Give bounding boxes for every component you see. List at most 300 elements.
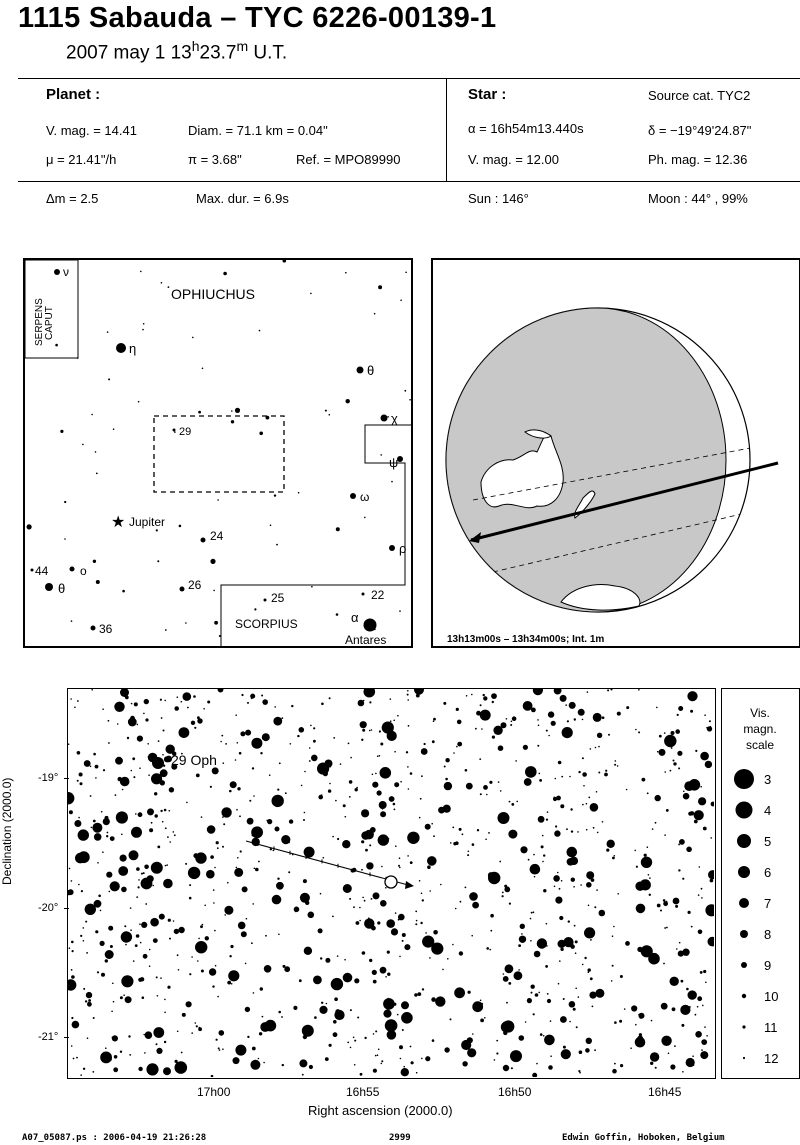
background-star xyxy=(131,703,133,705)
background-star xyxy=(520,846,527,853)
background-star xyxy=(397,1014,399,1016)
background-star xyxy=(161,282,163,284)
globe-view xyxy=(433,260,799,646)
background-star xyxy=(239,815,241,817)
background-star xyxy=(160,769,168,777)
background-star xyxy=(498,745,504,751)
background-star xyxy=(107,331,109,333)
background-star xyxy=(177,954,179,956)
background-star xyxy=(266,416,270,420)
background-star xyxy=(401,1068,409,1076)
background-star xyxy=(254,868,256,870)
background-star xyxy=(145,718,148,721)
background-star xyxy=(167,836,169,838)
background-star xyxy=(598,772,600,774)
background-star xyxy=(174,929,179,934)
background-star xyxy=(568,920,570,922)
background-star xyxy=(405,272,407,274)
background-star xyxy=(202,368,204,370)
detail-star-chart xyxy=(68,689,714,1077)
background-star xyxy=(419,817,421,819)
background-star xyxy=(169,841,171,843)
background-star xyxy=(560,1016,567,1023)
background-star xyxy=(650,1052,659,1061)
background-star xyxy=(372,774,374,776)
y-tick-19: -19° xyxy=(38,772,59,784)
background-star xyxy=(354,1040,356,1042)
magnitude-drop: Δm = 2.5 xyxy=(46,191,99,206)
background-star xyxy=(614,764,616,766)
label-nu: ν xyxy=(63,265,69,279)
background-star xyxy=(584,957,586,959)
background-star xyxy=(162,754,164,756)
background-star xyxy=(354,978,359,983)
background-star xyxy=(467,854,469,856)
background-star xyxy=(385,976,387,978)
scale-label: 7 xyxy=(764,896,772,911)
background-star xyxy=(542,861,544,863)
background-star xyxy=(71,620,73,622)
background-star xyxy=(333,1032,338,1037)
background-star xyxy=(246,918,248,920)
background-star xyxy=(611,980,613,982)
scale-label: 9 xyxy=(764,958,772,973)
background-star xyxy=(217,499,219,501)
background-star xyxy=(691,926,693,928)
background-star xyxy=(185,622,187,624)
background-star xyxy=(230,945,233,948)
background-star xyxy=(509,801,511,803)
background-star xyxy=(561,1049,571,1059)
background-star xyxy=(155,814,158,817)
background-star xyxy=(139,767,141,769)
background-star xyxy=(377,790,382,795)
star-36 xyxy=(91,626,96,631)
background-star xyxy=(445,758,449,762)
background-star xyxy=(521,933,523,935)
background-star xyxy=(399,1045,403,1049)
background-star xyxy=(432,1039,435,1042)
background-star xyxy=(259,1032,262,1035)
background-star xyxy=(253,795,255,797)
background-star xyxy=(636,904,646,914)
background-star xyxy=(319,1006,327,1014)
background-star xyxy=(424,743,426,745)
background-star xyxy=(214,621,218,625)
x-tick-16h50: 16h50 xyxy=(498,1085,532,1099)
background-star xyxy=(531,912,533,914)
background-star xyxy=(494,1059,496,1061)
background-star xyxy=(223,762,225,764)
background-star xyxy=(261,695,263,697)
background-star xyxy=(378,834,389,845)
background-star xyxy=(380,811,386,817)
background-star xyxy=(648,874,650,876)
background-star xyxy=(245,730,251,736)
background-star xyxy=(91,689,93,691)
background-star xyxy=(251,942,253,944)
background-star xyxy=(143,872,145,874)
background-star xyxy=(277,878,279,880)
caput-label: CAPUT xyxy=(44,306,55,340)
background-star xyxy=(455,908,457,910)
background-star xyxy=(504,887,510,893)
background-star xyxy=(399,857,401,859)
background-star xyxy=(378,285,382,289)
background-star xyxy=(650,1062,653,1065)
header-bottom-rule xyxy=(18,181,800,182)
background-star xyxy=(247,702,249,704)
background-star xyxy=(189,884,191,886)
background-star xyxy=(400,300,402,302)
background-star xyxy=(187,707,189,709)
background-star xyxy=(679,942,681,944)
background-star xyxy=(162,821,164,823)
background-star xyxy=(356,921,360,925)
background-star xyxy=(387,951,390,954)
background-star xyxy=(453,752,455,754)
background-star xyxy=(554,689,562,695)
background-star xyxy=(457,720,462,725)
background-star xyxy=(163,879,173,889)
background-star xyxy=(153,938,158,943)
background-star xyxy=(502,895,504,897)
background-star xyxy=(614,1063,616,1065)
background-star xyxy=(93,753,96,756)
background-star xyxy=(132,757,135,760)
background-star xyxy=(602,821,604,823)
background-star xyxy=(444,782,452,790)
background-star xyxy=(127,737,129,739)
star-theta-sco xyxy=(45,583,53,591)
background-star xyxy=(276,544,278,546)
background-star xyxy=(329,1044,332,1047)
background-star xyxy=(377,1054,379,1056)
background-star xyxy=(409,399,411,401)
background-star xyxy=(391,481,393,483)
background-star xyxy=(443,702,446,705)
background-star xyxy=(555,897,562,904)
background-star xyxy=(676,948,678,950)
background-star xyxy=(93,560,96,563)
background-star xyxy=(566,828,568,830)
background-star xyxy=(160,977,162,979)
header-divider xyxy=(446,78,447,181)
background-star xyxy=(530,918,532,920)
background-star xyxy=(140,271,142,273)
background-star xyxy=(588,968,591,971)
background-star xyxy=(141,922,147,928)
background-star xyxy=(377,921,380,924)
background-star xyxy=(55,344,58,347)
background-star xyxy=(533,854,535,856)
star-chi xyxy=(381,415,388,422)
background-star xyxy=(233,1057,240,1064)
background-star xyxy=(429,957,431,959)
label-44: 44 xyxy=(35,564,49,578)
background-star xyxy=(326,1003,328,1005)
background-star xyxy=(447,958,449,960)
background-star xyxy=(103,818,110,825)
y-tick-21: -21° xyxy=(38,1031,59,1043)
background-star xyxy=(373,980,377,984)
background-star xyxy=(136,867,140,871)
label-29-oph: 29 Oph xyxy=(171,752,217,768)
background-star xyxy=(688,812,692,816)
background-star xyxy=(678,767,680,769)
background-star xyxy=(277,789,279,791)
background-star xyxy=(375,1055,377,1057)
label-jupiter: Jupiter xyxy=(129,515,166,529)
background-star xyxy=(586,829,588,831)
background-star xyxy=(328,789,331,792)
background-star xyxy=(112,983,114,985)
background-star xyxy=(514,971,523,980)
background-star xyxy=(589,878,591,880)
background-star xyxy=(207,701,210,704)
background-star xyxy=(264,965,272,973)
background-star xyxy=(702,1005,704,1007)
background-star xyxy=(420,798,422,800)
star-theta-oph xyxy=(357,367,364,374)
background-star xyxy=(379,755,381,757)
background-star xyxy=(510,724,512,726)
background-star xyxy=(323,857,325,859)
background-star xyxy=(661,1036,671,1046)
background-star xyxy=(95,765,99,769)
background-star xyxy=(664,735,676,747)
background-star xyxy=(496,1052,498,1054)
background-star xyxy=(274,706,276,708)
background-star xyxy=(100,910,102,912)
background-star xyxy=(533,689,543,695)
background-star xyxy=(671,747,673,749)
background-star xyxy=(378,1049,380,1051)
background-star xyxy=(77,357,79,359)
y-tick-20: -20° xyxy=(38,902,59,914)
background-star xyxy=(120,777,130,787)
background-star xyxy=(496,1040,498,1042)
background-star xyxy=(329,414,331,416)
background-star xyxy=(399,610,401,612)
background-star xyxy=(336,613,339,616)
background-star xyxy=(682,878,684,880)
background-star xyxy=(161,717,163,719)
background-star xyxy=(124,925,126,927)
background-star xyxy=(369,730,371,732)
background-star xyxy=(471,694,473,696)
background-star xyxy=(121,887,127,893)
y-axis-label: Declination (2000.0) xyxy=(0,777,14,885)
background-star xyxy=(361,840,364,843)
background-star xyxy=(657,751,659,753)
background-star xyxy=(424,752,426,754)
background-star xyxy=(70,698,72,700)
label-omega: ω xyxy=(360,490,370,504)
background-star xyxy=(466,695,468,697)
background-star xyxy=(569,1001,576,1008)
label-alpha: α xyxy=(351,610,359,625)
background-star xyxy=(309,760,311,762)
background-star xyxy=(584,927,595,938)
star-phmag: Ph. mag. = 12.36 xyxy=(648,152,748,167)
background-star xyxy=(577,831,579,833)
background-star xyxy=(490,914,494,918)
background-star xyxy=(681,980,684,983)
background-star xyxy=(122,789,124,791)
background-star xyxy=(576,1026,578,1028)
background-star xyxy=(525,766,537,778)
background-star xyxy=(582,757,584,759)
background-star xyxy=(484,1017,486,1019)
background-star xyxy=(133,960,135,962)
background-star xyxy=(537,719,539,721)
background-star xyxy=(467,1037,473,1043)
background-star xyxy=(157,995,159,997)
scale-title xyxy=(722,705,798,753)
background-star xyxy=(150,918,159,927)
background-star xyxy=(318,795,323,800)
background-star xyxy=(96,473,98,475)
background-star xyxy=(506,718,508,720)
background-star xyxy=(647,792,649,794)
background-star xyxy=(703,827,707,831)
background-star xyxy=(472,902,479,909)
background-star xyxy=(626,706,629,709)
background-star xyxy=(228,970,239,981)
background-star xyxy=(77,751,81,755)
background-star xyxy=(108,378,110,380)
background-star xyxy=(519,936,526,943)
background-star xyxy=(688,990,697,999)
background-star xyxy=(106,835,108,837)
background-star xyxy=(678,951,684,957)
background-star xyxy=(329,697,331,699)
background-star xyxy=(78,884,80,886)
background-star xyxy=(711,802,714,807)
background-star xyxy=(121,975,133,987)
planet-reference: Ref. = MPO89990 xyxy=(296,152,401,167)
background-star xyxy=(498,812,510,824)
background-star xyxy=(236,867,238,869)
background-star xyxy=(231,420,234,423)
background-star xyxy=(663,899,666,902)
background-star xyxy=(631,1005,637,1011)
background-star xyxy=(683,791,685,793)
background-star xyxy=(168,919,171,922)
background-star xyxy=(361,809,369,817)
background-star xyxy=(417,992,421,996)
background-star xyxy=(394,782,399,787)
background-star xyxy=(543,854,545,856)
background-star xyxy=(394,751,396,753)
background-star xyxy=(372,970,377,975)
background-star xyxy=(345,272,347,274)
background-star xyxy=(431,997,436,1002)
background-star xyxy=(678,706,683,711)
background-star xyxy=(503,973,505,975)
background-star xyxy=(666,809,669,812)
background-star xyxy=(230,781,237,788)
constellation-label: OPHIUCHUS xyxy=(171,286,256,302)
background-star xyxy=(321,1002,323,1004)
background-star xyxy=(92,1071,94,1073)
background-star xyxy=(559,960,561,962)
background-star xyxy=(472,1001,483,1012)
background-star xyxy=(71,880,73,882)
background-star xyxy=(72,950,74,952)
background-star xyxy=(703,970,706,973)
background-star xyxy=(373,892,380,899)
background-star xyxy=(709,720,711,722)
background-star xyxy=(389,796,395,802)
asteroid-path-ticks xyxy=(258,842,386,881)
background-star xyxy=(354,1064,356,1066)
background-star xyxy=(113,887,115,889)
background-star xyxy=(210,855,214,859)
background-star xyxy=(274,494,276,496)
background-star xyxy=(343,973,353,983)
background-star xyxy=(583,785,585,787)
background-star xyxy=(71,969,73,971)
background-star xyxy=(670,1064,675,1069)
background-star xyxy=(525,1021,527,1023)
background-star xyxy=(452,944,454,946)
background-star xyxy=(141,873,143,875)
background-star xyxy=(369,844,371,846)
background-star xyxy=(542,835,544,837)
background-star xyxy=(199,1027,201,1029)
background-star xyxy=(130,716,135,721)
background-star xyxy=(174,431,176,433)
background-star xyxy=(586,871,594,879)
background-star xyxy=(649,877,651,879)
background-star xyxy=(240,731,245,736)
background-star xyxy=(432,740,435,743)
background-star xyxy=(71,975,75,979)
background-star xyxy=(582,719,584,721)
background-star xyxy=(677,751,682,756)
background-star xyxy=(606,849,609,852)
background-star xyxy=(614,1021,617,1024)
background-star xyxy=(72,1021,80,1029)
background-star xyxy=(683,793,690,800)
background-star xyxy=(253,992,255,994)
background-star xyxy=(579,1072,581,1074)
scale-label: 8 xyxy=(764,927,772,942)
background-star xyxy=(156,1043,158,1045)
background-star xyxy=(639,1013,645,1019)
background-star xyxy=(414,993,417,996)
background-star xyxy=(492,736,495,739)
background-star xyxy=(390,720,392,722)
background-star xyxy=(293,1006,297,1010)
background-star xyxy=(697,996,702,1001)
background-star xyxy=(164,700,166,702)
background-star xyxy=(102,708,104,710)
background-star xyxy=(534,951,541,958)
background-star xyxy=(607,689,609,691)
background-star xyxy=(469,892,478,901)
background-star xyxy=(125,696,129,700)
background-star xyxy=(349,780,353,784)
background-star xyxy=(64,501,66,503)
background-star xyxy=(77,780,79,782)
background-star xyxy=(379,801,387,809)
background-star xyxy=(105,1047,107,1049)
background-star xyxy=(350,1047,352,1049)
background-star xyxy=(429,890,431,892)
